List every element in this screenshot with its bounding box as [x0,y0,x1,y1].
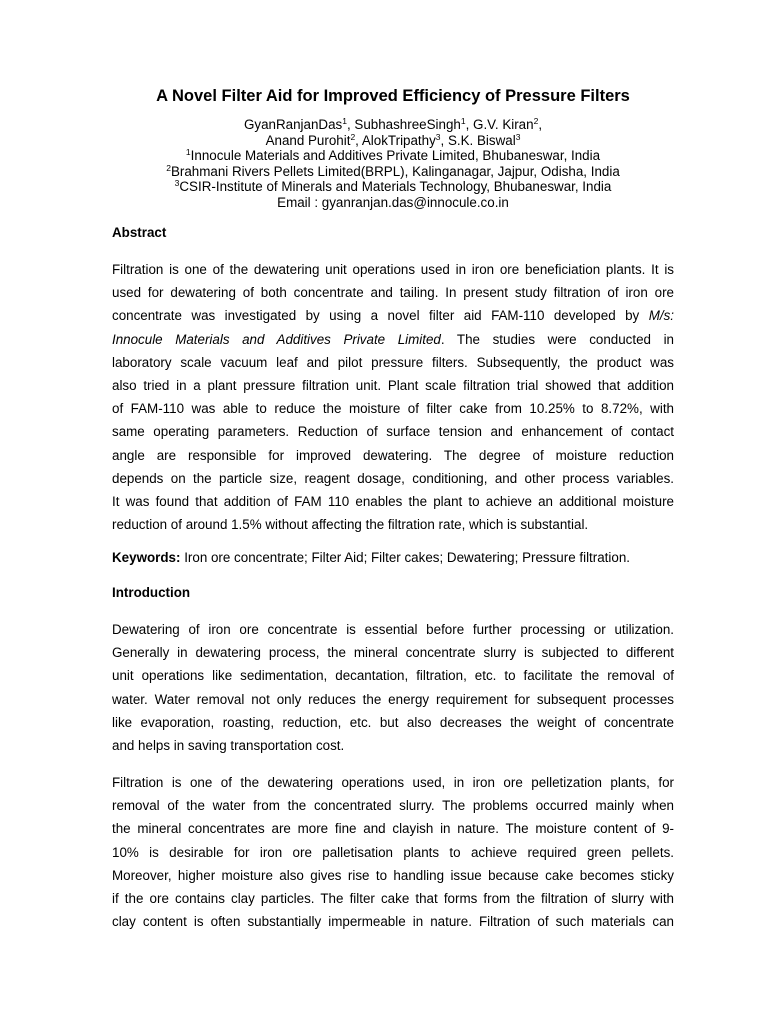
intro-line: Filtration is one of the dewatering operations used, in iron ore pelletization plants, for [112,775,674,790]
introduction-paragraph-2 [112,771,674,933]
abstract-line: depends on the particle size, reagent dosage, conditioning, and other process variables. [112,470,674,486]
author-affil-sup: 2 [533,116,539,126]
abstract-line: It was found that addition of FAM 110 enables the plant to achieve an additional moisture [112,494,674,510]
introduction-heading: Introduction [112,585,191,600]
abstract-line: of FAM-110 was able to reduce the moisture of filter cake from 10.25% to 8.72%, with [112,401,674,417]
author-affil-sup: 1 [342,116,347,126]
author-name: , G.V. Kiran [465,117,534,132]
abstract-heading: Abstract [112,225,167,240]
introduction-paragraph-1 [112,618,674,757]
intro-line: Moreover, higher moisture also gives rise to handling issue because cake becomes sticky [112,867,674,883]
intro-line: Dewatering of iron ore concentrate is essential before further processing or utilization. [112,622,674,637]
abstract-line [112,328,674,351]
intro-line: like evaporation, roasting, reduction, etc. but also decreases the weight of concentrate [112,714,674,730]
author-name: Anand Purohit [265,132,351,148]
abstract-paragraph [112,258,674,536]
author-affil-sup: 1 [460,116,466,126]
intro-line: if the ore contains clay particles. The filter cake that forms from the filtration of slurry with [112,891,674,907]
author-name: , AlokTripathy [355,132,436,148]
author-block [112,117,674,211]
intro-line: clay content is often substantially impermeable in nature. Filtration of such materials can [112,914,674,930]
affiliation-text: Brahmani Rivers Pellets Limited(BRPL), Kalinganagar, Jajpur, Odisha, India [170,163,620,179]
intro-line: water. Water removal not only reduces the energy requirement for subsequent processes [112,691,674,707]
keywords-label: Keywords: [112,550,181,565]
author-affil-sup: 3 [435,131,441,142]
abstract-line [112,304,674,327]
affiliation-text: CSIR-Institute of Minerals and Materials Technology, Bhubaneswar, India [179,179,612,195]
affiliation-1 [112,148,674,164]
intro-line: Generally in dewatering process, the mineral concentrate slurry is subjected to different [112,645,674,661]
affiliation-sup: 1 [185,147,191,158]
abstract-italic-text: M/s: [648,308,674,324]
affiliation-3 [112,179,674,195]
intro-line: the mineral concentrates are more fine and clayish in nature. The moisture content of 9- [112,821,674,837]
author-name: , SubhashreeSingh [346,117,461,132]
author-email: Email : gyanranjan.das@innocule.co.in [277,194,509,210]
abstract-line: also tried in a plant pressure filtration unit. Plant scale filtration trial showed that addition [112,378,674,394]
author-name: , S.K. Biswal [440,132,516,148]
intro-line: unit operations like sedimentation, decantation, filtration, etc. to facilitate the removal of [112,668,674,684]
authors-line-1 [112,117,674,133]
abstract-line: used for dewatering of both concentrate and tailing. In present study filtration of iron ore [112,285,674,301]
author-separator: , [538,117,543,132]
abstract-line: same operating parameters. Reduction of surface tension and enhancement of contact [112,424,674,440]
keywords-text: Iron ore concentrate; Filter Aid; Filter cakes; Dewatering; Pressure filtration. [180,550,630,565]
author-affil-sup: 2 [350,131,356,142]
abstract-line: reduction of around 1.5% without affecting the filtration rate, which is substantial. [112,517,589,533]
abstract-line: laboratory scale vacuum leaf and pilot pressure filters. Subsequently, the product was [112,354,674,370]
affiliation-sup: 2 [166,162,171,173]
author-name: GyanRanjanDas [243,117,343,132]
author-affil-sup: 3 [515,131,521,142]
intro-line: 10% is desirable for iron ore palletisation plants to achieve required green pellets. [112,844,674,860]
abstract-line-text: concentrate was investigated by using a novel filter aid FAM-110 developed by [112,308,640,324]
abstract-line-text: . The studies were conducted in [440,331,674,347]
abstract-line: Filtration is one of the dewatering unit operations used in iron ore beneficiation plants. It is [112,262,674,277]
affiliation-text: Innocule Materials and Additives Private Limited, Bhubaneswar, India [190,148,601,164]
keywords [112,550,630,565]
authors-line-2 [112,133,674,149]
affiliation-2 [112,164,674,180]
intro-line: and helps in saving transportation cost. [112,738,345,754]
affiliation-sup: 3 [174,178,180,189]
paper-title: A Novel Filter Aid for Improved Efficiency of Pressure Filters [156,87,630,105]
intro-line: removal of the water from the concentrated slurry. The problems occurred mainly when [112,798,674,814]
abstract-line: angle are responsible for improved dewatering. The degree of moisture reduction [112,447,674,463]
abstract-italic-text: Innocule Materials and Additives Private Limited [112,331,441,347]
